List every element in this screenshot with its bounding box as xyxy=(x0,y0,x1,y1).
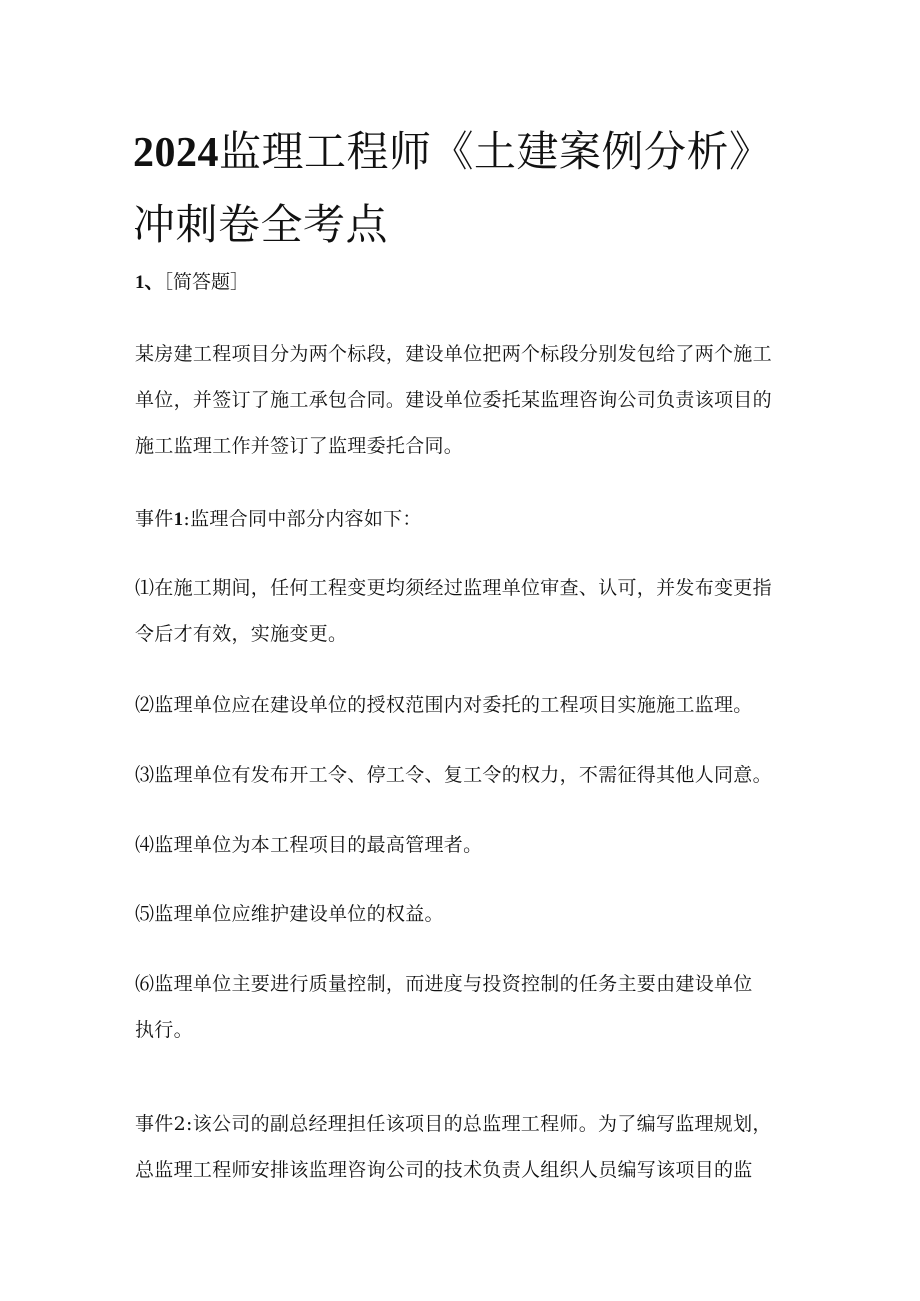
event1-number: 1 xyxy=(173,509,184,530)
clause-item-5 xyxy=(135,891,805,937)
clause-line: ⑷监理单位为本工程项目的最高管理者。 xyxy=(135,834,483,856)
title-text-line2: 冲刺卷全考点 xyxy=(133,200,389,249)
event1-prefix: 事件 xyxy=(135,508,174,530)
clause-line: ⑶监理单位有发布开工令、停工令、复工令的权力，不需征得其他人同意。 xyxy=(135,764,772,786)
clause-line: 令后才有效，实施变更。 xyxy=(135,623,348,645)
clause-item-1 xyxy=(135,565,805,657)
event1-heading xyxy=(135,496,805,543)
question-header xyxy=(135,268,249,297)
question-type: ［简答题］ xyxy=(163,271,250,293)
event2-line: 总监理工程师安排该监理咨询公司的技术负责人组织人员编写该项目的监 xyxy=(135,1159,753,1181)
clause-item-2 xyxy=(135,682,805,728)
intro-line: 单位，并签订了施工承包合同。建设单位委托某监理咨询公司负责该项目的 xyxy=(135,389,772,411)
intro-line: 某房建工程项目分为两个标段，建设单位把两个标段分别发包给了两个施工 xyxy=(135,343,772,365)
clause-line: ⑸监理单位应维护建设单位的权益。 xyxy=(135,903,444,925)
clause-line: ⑴在施工期间，任何工程变更均须经过监理单位审查、认可，并发布变更指 xyxy=(135,577,772,599)
question-number: 1、 xyxy=(135,272,164,293)
event2-line: 事件2:该公司的副总经理担任该项目的总监理工程师。为了编写监理规划， xyxy=(135,1113,772,1135)
intro-line: 施工监理工作并签订了监理委托合同。 xyxy=(135,435,464,457)
clause-line: ⑹监理单位主要进行质量控制，而进度与投资控制的任务主要由建设单位 xyxy=(135,973,753,995)
document-title xyxy=(133,116,823,261)
clause-line: ⑵监理单位应在建设单位的授权范围内对委托的工程项目实施施工监理。 xyxy=(135,694,753,716)
clause-item-6 xyxy=(135,961,805,1053)
intro-paragraph xyxy=(135,331,805,469)
title-year: 2024 xyxy=(133,130,219,176)
title-text-line1: 监理工程师《土建案例分析》 xyxy=(219,127,772,176)
event2-paragraph xyxy=(135,1101,805,1193)
clause-line: 执行。 xyxy=(135,1019,193,1041)
event1-text: :监理合同中部分内容如下： xyxy=(183,508,422,530)
clause-item-4 xyxy=(135,822,805,868)
clause-item-3 xyxy=(135,752,805,798)
